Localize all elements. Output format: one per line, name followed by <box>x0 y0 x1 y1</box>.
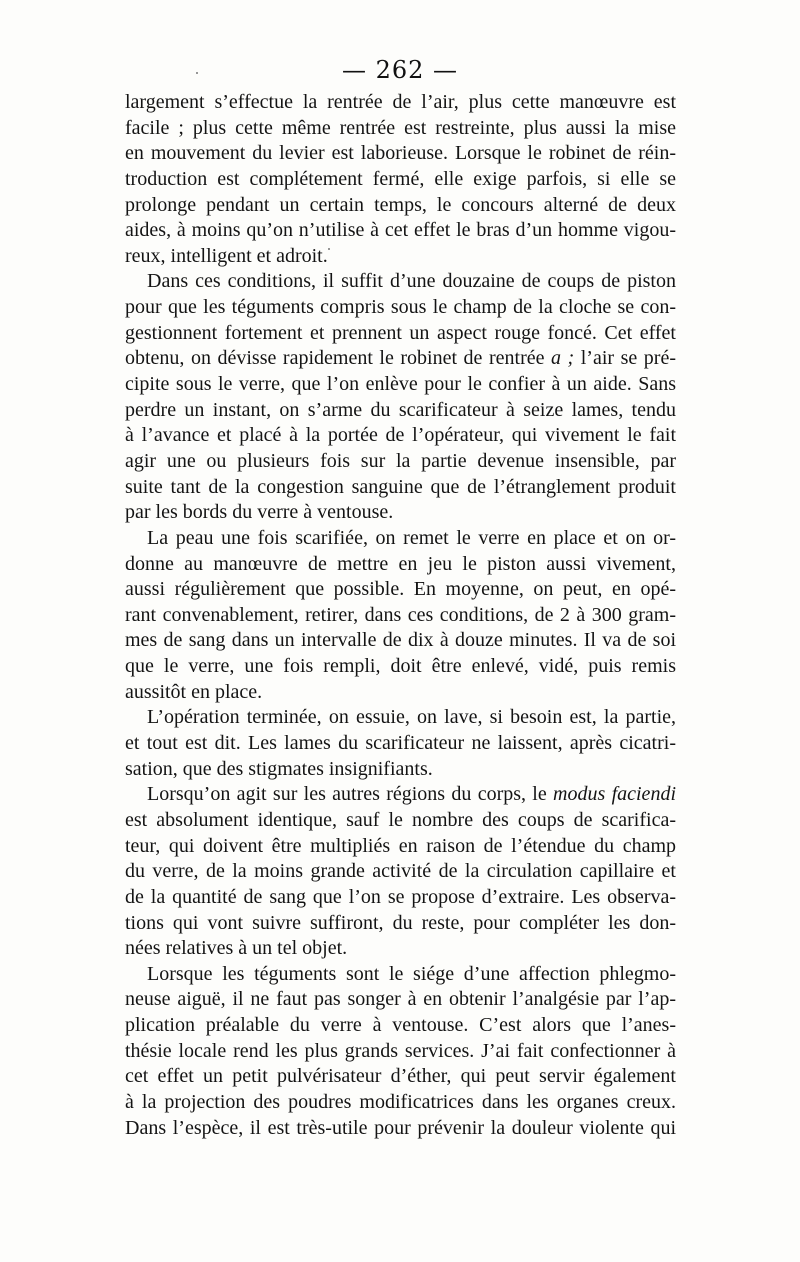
text-line: mes de sang dans un intervalle de dix à douze minutes. Il va de soi <box>125 629 676 652</box>
text-line: rant convenablement, retirer, dans ces conditions, de 2 à 300 gram- <box>125 603 676 626</box>
text-line: cipite sous le verre, que l’on enlève pour le confier à un aide. Sans <box>125 373 676 396</box>
text-line: à la projection des poudres modificatrices dans les organes creux. <box>125 1090 676 1113</box>
text-line: neuse aiguë, il ne faut pas songer à en obtenir l’analgésie par l’ap- <box>125 988 676 1011</box>
text-line: reux, intelligent et adroit. <box>125 244 328 267</box>
text-line: prolonge pendant un certain temps, le concours alterné de deux <box>125 193 676 216</box>
text-line: facile ; plus cette même rentrée est restreinte, plus aussi la mise <box>125 116 676 139</box>
text-line: troduction est complétement fermé, elle exige parfois, si elle se <box>125 167 676 190</box>
text-line: suite tant de la congestion sanguine que de l’étranglement produit <box>125 475 676 498</box>
text-line: par les bords du verre à ventouse. <box>125 501 394 524</box>
text-line: nées relatives à un tel objet. <box>125 937 348 960</box>
text-line: gestionnent fortement et prennent un aspect rouge foncé. Cet effet <box>125 321 676 344</box>
text-line: La peau une fois scarifiée, on remet le verre en place et on or- <box>147 526 676 549</box>
paragraph <box>125 526 676 705</box>
paragraph <box>125 90 676 269</box>
text-line: aides, à moins qu’on n’utilise à cet effet le bras d’un homme vigou- <box>125 219 676 242</box>
text-line: du verre, de la moins grande activité de la circulation capillaire et <box>125 860 676 883</box>
text-line: obtenu, on dévisse rapidement le robinet de rentrée a ; l’air se pré- <box>125 347 676 370</box>
text-line: tions qui vont suivre suffiront, du reste, pour compléter les don- <box>125 911 676 934</box>
body-text <box>125 90 676 1141</box>
paragraph <box>125 962 676 1141</box>
page-number: — 262 — <box>341 56 459 84</box>
text-line: pour que les téguments compris sous le champ de la cloche se con- <box>125 296 676 319</box>
paragraph <box>125 782 676 961</box>
text-line: sation, que des stigmates insignifiants. <box>125 757 433 780</box>
text-line: est absolument identique, sauf le nombre des coups de scarifica- <box>125 808 676 831</box>
paragraph <box>125 705 676 782</box>
text-line: de la quantité de sang que l’on se propose d’extraire. Les observa- <box>125 885 676 908</box>
print-speck <box>196 72 198 74</box>
text-line: que le verre, une fois rempli, doit être enlevé, vidé, puis remis <box>125 655 676 678</box>
text-line: en mouvement du levier est laborieuse. Lorsque le robinet de réin- <box>125 142 676 165</box>
text-line: Dans l’espèce, il est très-utile pour prévenir la douleur violente qui <box>125 1116 676 1139</box>
variable-letter: a ; <box>551 347 575 370</box>
text-line: thésie locale rend les plus grands services. J’ai fait confectionner à <box>125 1039 676 1062</box>
text-line: Lorsque les téguments sont le siége d’une affection phlegmo- <box>147 962 676 985</box>
text-line: perdre un instant, on s’arme du scarificateur à seize lames, tendu <box>125 398 676 421</box>
text-line: L’opération terminée, on essuie, on lave, si besoin est, la partie, <box>147 706 676 729</box>
paragraph <box>125 269 676 525</box>
text-line: donne au manœuvre de mettre en jeu le piston aussi vivement, <box>125 552 676 575</box>
text-line: aussitôt en place. <box>125 680 263 703</box>
text-line: largement s’effectue la rentrée de l’air, plus cette manœuvre est <box>125 91 676 113</box>
text-line: et tout est dit. Les lames du scarificateur ne laissent, après cicatri- <box>125 732 676 755</box>
text-line: plication préalable du verre à ventouse. C’est alors que l’anes- <box>125 1014 676 1037</box>
text-line: cet effet un petit pulvérisateur d’éther, qui peut servir également <box>125 1065 676 1088</box>
text-line: Dans ces conditions, il suffit d’une douzaine de coups de piston <box>147 270 676 293</box>
text-line: aussi régulièrement que possible. En moyenne, on peut, en opé- <box>125 578 676 601</box>
text-line: Lorsqu’on agit sur les autres régions du corps, le modus faciendi <box>147 783 676 806</box>
text-line: à l’avance et placé à la portée de l’opérateur, qui vivement le fait <box>125 424 676 447</box>
text-line: agir une ou plusieurs fois sur la partie devenue insensible, par <box>125 449 676 472</box>
latin-phrase: modus faciendi <box>553 783 676 806</box>
text-line: teur, qui doivent être multipliés en raison de l’étendue du champ <box>125 834 676 857</box>
